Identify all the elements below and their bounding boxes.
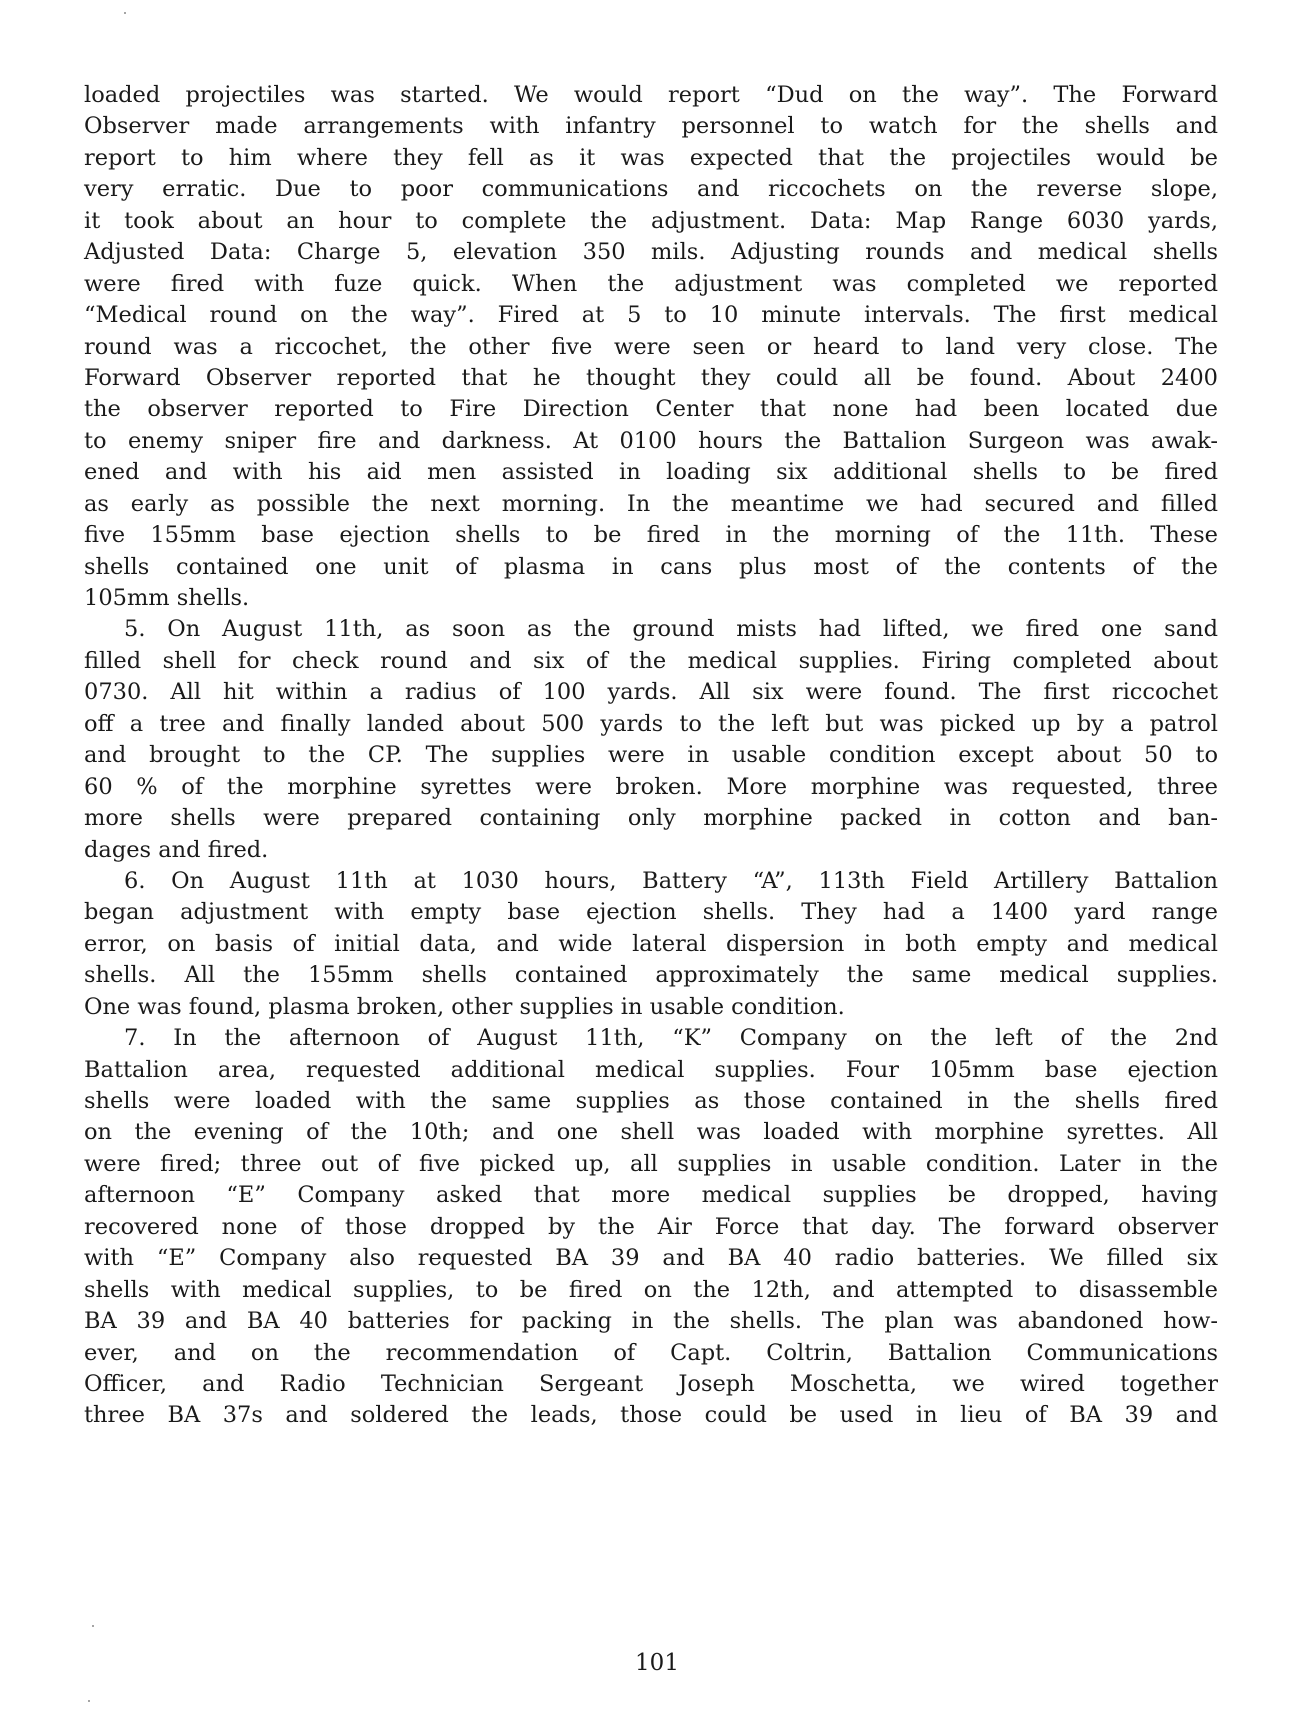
text-line: Forward Observer reported that he thought they could all be found. About 2400 [84,364,1218,391]
text-line: shells were loaded with the same supplies as those contained in the shells fired [84,1088,1218,1114]
text-line: began adjustment with empty base ejection shells. They had a 1400 yard range [84,899,1218,926]
page-number: 101 [635,1650,679,1676]
text-line: with “E” Company also requested BA 39 and BA 40 radio batteries. We filled six [84,1245,1218,1272]
text-line: off a tree and finally landed about 500 yards to the left but was picked up by a patrol [84,710,1218,737]
text-line: 6. On August 11th at 1030 hours, Battery “A”, 113th Field Artillery Battalion [124,867,1218,894]
text-line: Adjusted Data: Charge 5, elevation 350 mils. Adjusting rounds and medical shells [84,239,1218,266]
text-line: Battalion area, requested additional medical supplies. Four 105mm base ejection [84,1056,1218,1083]
text-line: on the evening of the 10th; and one shell was loaded with morphine syrettes. All [84,1119,1218,1146]
text-line: recovered none of those dropped by the Air Force that day. The forward observer [84,1213,1218,1240]
text-line: “Medical round on the way”. Fired at 5 to 10 minute intervals. The first medical [84,302,1218,329]
text-line: 5. On August 11th, as soon as the ground mists had lifted, we fired one sand [124,616,1218,643]
text-line: round was a riccochet, the other five were seen or heard to land very close. The [84,333,1218,360]
text-line: it took about an hour to complete the adjustment. Data: Map Range 6030 yards, [84,207,1218,234]
text-line: shells with medical supplies, to be fired on the 12th, and attempted to disassemble [84,1276,1218,1303]
text-line: 105mm shells. [84,585,250,611]
text-line: three BA 37s and soldered the leads, those could be used in lieu of BA 39 and [84,1402,1218,1429]
text-line: Observer made arrangements with infantry personnel to watch for the shells and [84,113,1218,140]
text-line: more shells were prepared containing only morphine packed in cotton and ban- [84,805,1218,832]
paragraph-4-continued [84,80,1218,614]
scan-artifact [92,1625,94,1627]
text-line: 60 % of the morphine syrettes were broken. More morphine was requested, three [84,773,1218,800]
text-line: shells contained one unit of plasma in cans plus most of the contents of the [84,553,1218,580]
text-line: loaded projectiles was started. We would report “Dud on the way”. The Forward [84,82,1218,108]
text-line: were fired; three out of five picked up, all supplies in usable condition. Later in the [84,1150,1218,1177]
text-line: 7. In the afternoon of August 11th, “K” Company on the left of the 2nd [124,1025,1218,1052]
text-line: shells. All the 155mm shells contained approximately the same medical supplies. [84,962,1218,989]
document-body [84,80,1218,1432]
text-line: were fired with fuze quick. When the adjustment was completed we reported [84,270,1218,297]
text-line: as early as possible the next morning. In the meantime we had secured and filled [84,490,1218,517]
text-line: the observer reported to Fire Direction Center that none had been located due [84,396,1218,423]
scan-artifact [88,1700,90,1702]
text-line: BA 39 and BA 40 batteries for packing in the shells. The plan was abandoned how- [84,1308,1218,1335]
text-line: dages and fired. [84,836,269,863]
text-line: One was found, plasma broken, other supplies in usable condition. [84,993,845,1020]
text-line: five 155mm base ejection shells to be fired in the morning of the 11th. These [84,522,1218,549]
text-line: to enemy sniper fire and darkness. At 0100 hours the Battalion Surgeon was awak- [84,427,1218,454]
text-line: filled shell for check round and six of the medical supplies. Firing completed about [84,647,1218,674]
scan-artifact [124,12,126,14]
paragraph-5 [84,614,1218,866]
paragraph-6 [84,866,1218,1023]
text-line: report to him where they fell as it was expected that the projectiles would be [84,144,1218,171]
text-line: ever, and on the recommendation of Capt. Coltrin, Battalion Communications [84,1339,1218,1366]
text-line: very erratic. Due to poor communications and riccochets on the reverse slope, [84,176,1218,203]
text-line: 0730. All hit within a radius of 100 yards. All six were found. The first riccochet [84,679,1218,706]
text-line: Officer, and Radio Technician Sergeant Joseph Moschetta, we wired together [84,1370,1218,1397]
paragraph-7 [84,1023,1218,1432]
text-line: afternoon “E” Company asked that more medical supplies be dropped, having [84,1182,1218,1209]
text-line: error, on basis of initial data, and wide lateral dispersion in both empty and medical [84,930,1218,957]
text-line: and brought to the CP. The supplies were in usable condition except about 50 to [84,742,1218,769]
text-line: ened and with his aid men assisted in loading six additional shells to be fired [84,459,1218,486]
